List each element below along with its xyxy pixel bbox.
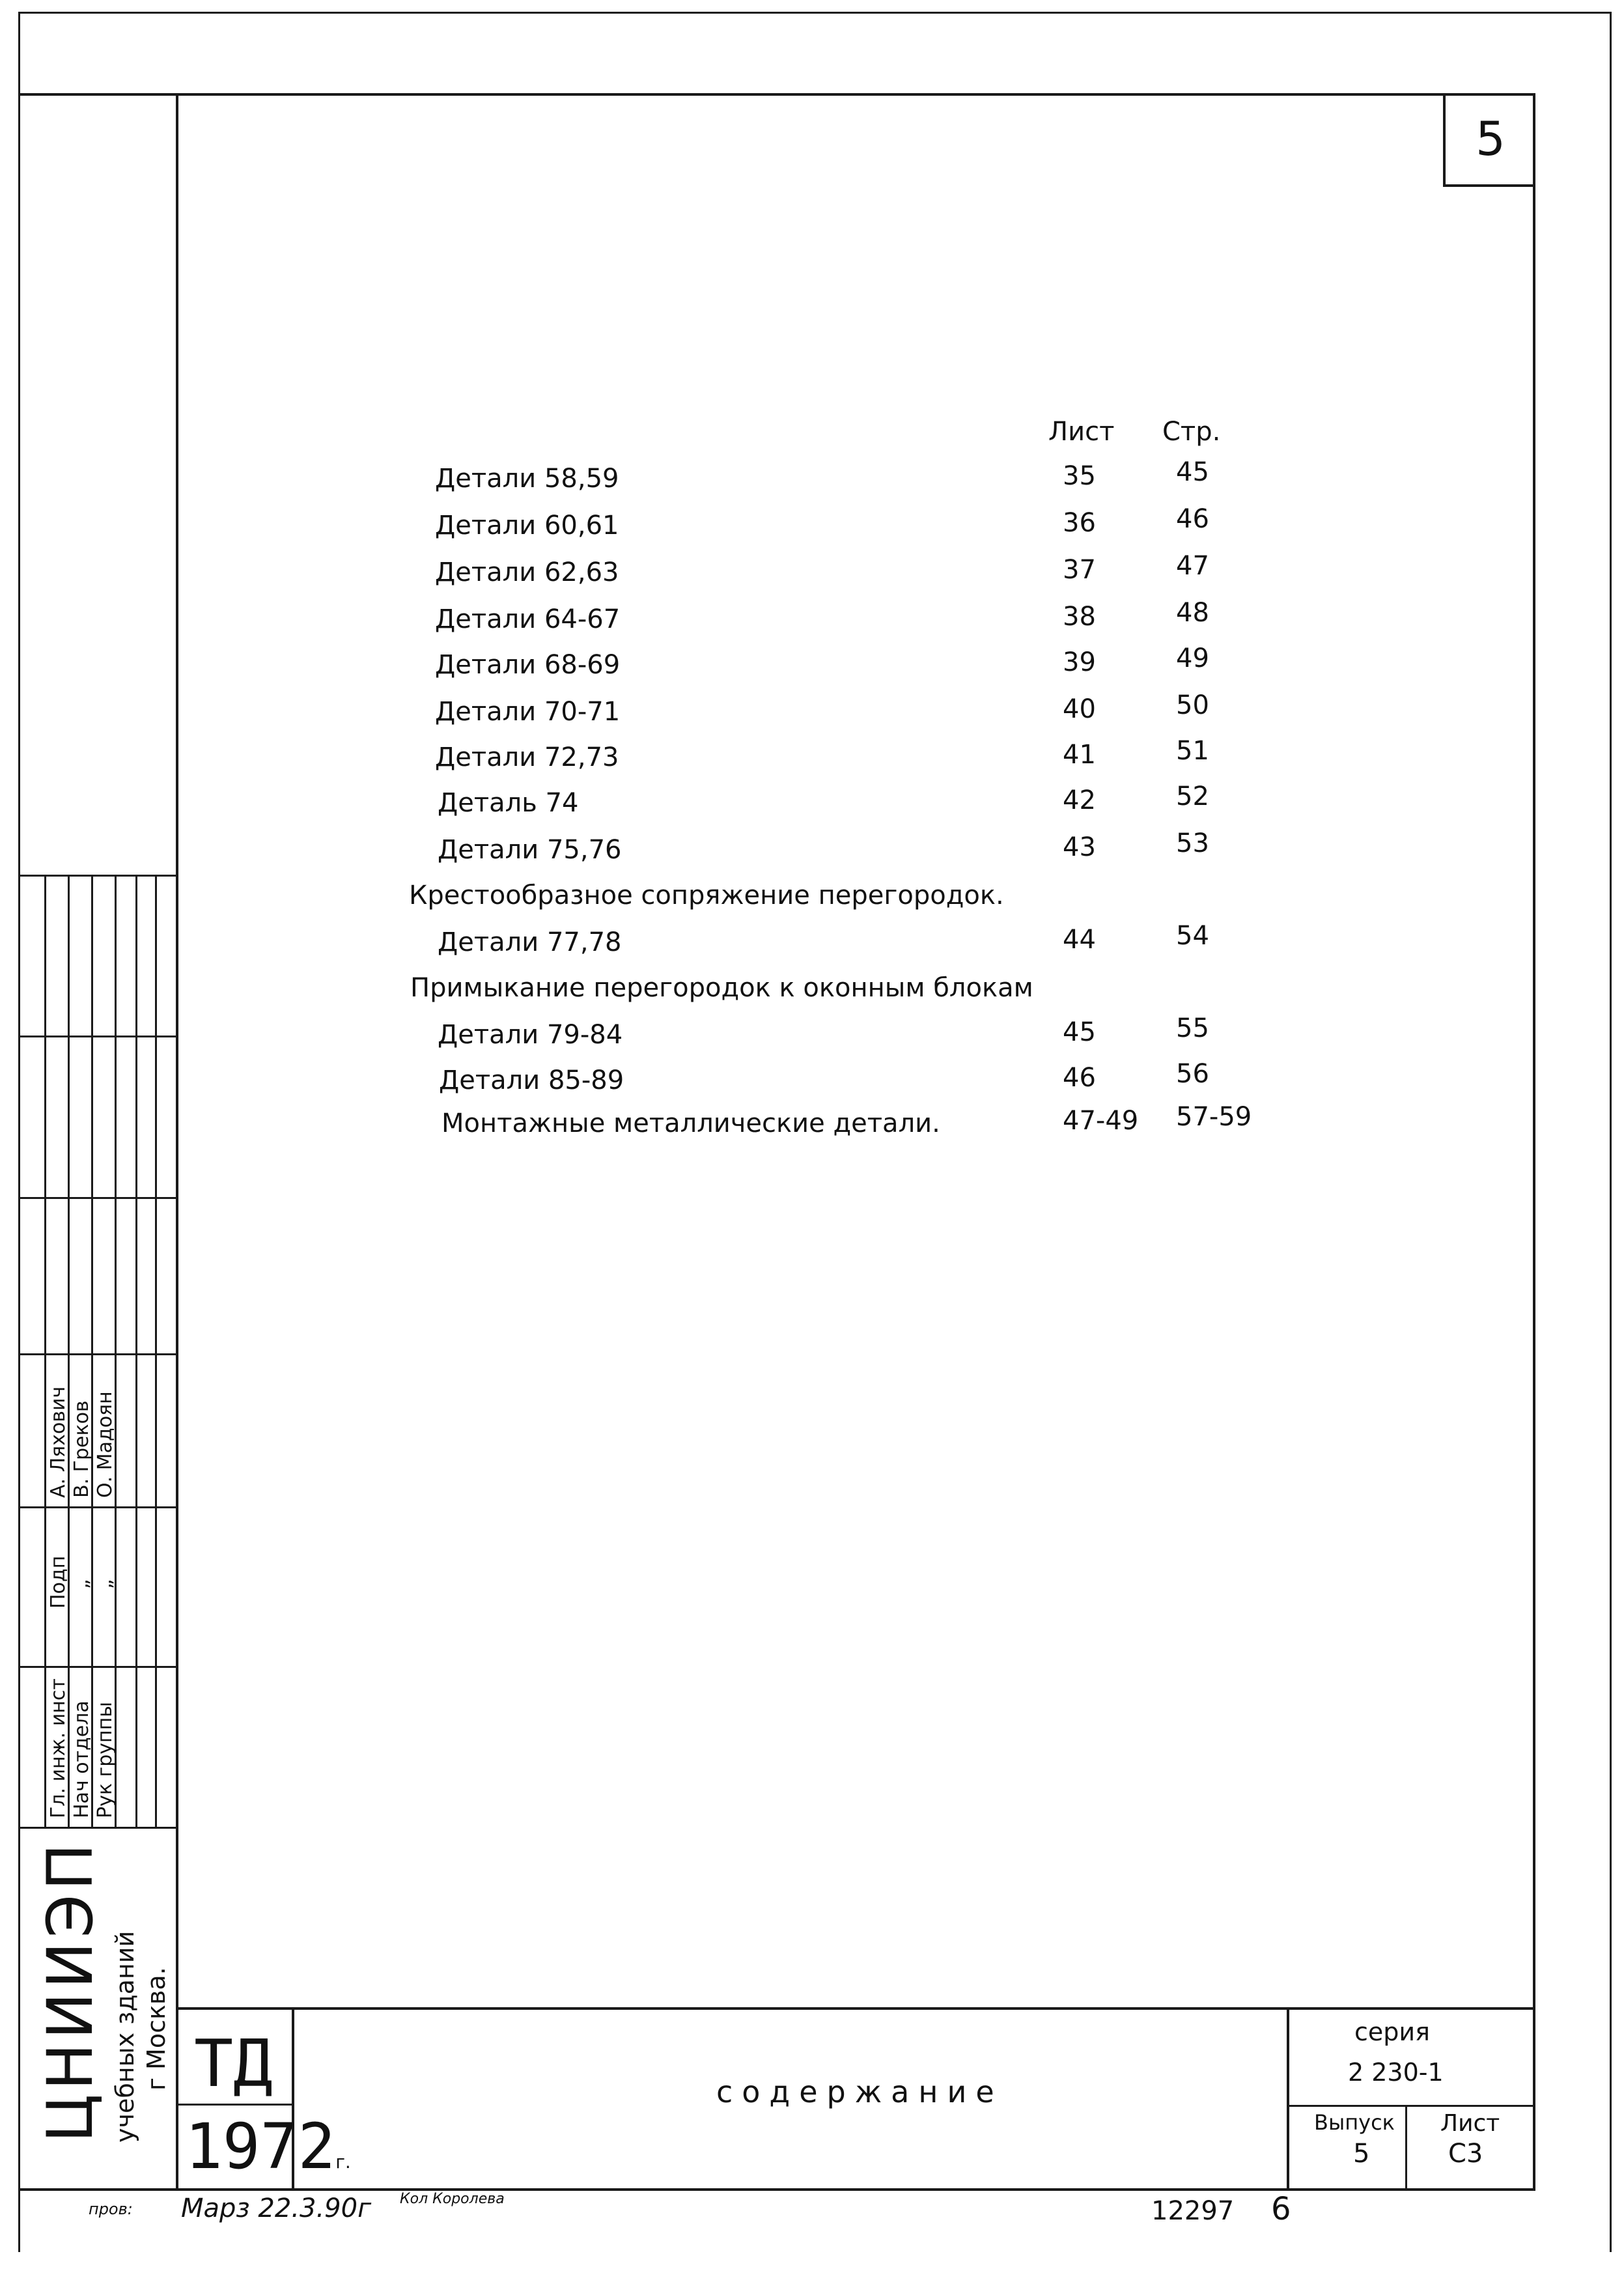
titleblock-top-line — [176, 2007, 1535, 2010]
year: 1972 — [185, 2110, 336, 2183]
contents-row-name: Деталь 74 — [438, 788, 579, 818]
contents-row-name: Детали 68-69 — [435, 650, 621, 680]
contents-row-name: Детали 62,63 — [435, 557, 619, 587]
contents-row-sheet: 35 — [1063, 461, 1096, 491]
stamp-col-line-1 — [44, 875, 46, 1827]
stamp-col-line-4 — [115, 875, 117, 1827]
name-lyakhovich: А. Ляхович — [47, 1386, 70, 1498]
contents-row-page: 54 — [1176, 921, 1209, 951]
check-label: пров: — [89, 2200, 133, 2218]
org-name: ЦНИИЭП — [34, 1839, 107, 2143]
inner-left-border — [176, 93, 178, 2190]
titleblock-series-divider — [1287, 2007, 1289, 2190]
stamp-row-line-4 — [18, 1506, 176, 1508]
stamp-row-line-5 — [18, 1666, 176, 1668]
contents-row-sheet: 45 — [1063, 1017, 1096, 1047]
stamp-col-line-3 — [91, 875, 93, 1827]
contents-row-page: 49 — [1176, 643, 1209, 673]
series-value: 2 230-1 — [1348, 2058, 1444, 2087]
contents-row-name: Детали 58,59 — [435, 464, 619, 494]
stamp-row-line-6 — [18, 1827, 176, 1829]
contents-row-page: 50 — [1176, 690, 1209, 720]
outer-right-border — [1610, 12, 1612, 2252]
contents-row-name: Детали 64-67 — [435, 604, 621, 634]
contents-row-name: Детали 79-84 — [438, 1020, 623, 1050]
contents-row-sheet: 39 — [1063, 647, 1096, 677]
series-label: серия — [1354, 2018, 1430, 2046]
sheet-number: 5 — [1476, 111, 1505, 166]
page-index: 6 — [1271, 2191, 1291, 2227]
contents-row-page: 51 — [1176, 736, 1209, 766]
stamp-col-line-5 — [135, 875, 137, 1827]
contents-row-page: 57-59 — [1176, 1102, 1252, 1132]
contents-row-page: 53 — [1176, 828, 1209, 858]
contents-row-page: 47 — [1176, 551, 1209, 581]
contents-row-page: 55 — [1176, 1013, 1209, 1043]
role-group-lead: Рук группы — [94, 1702, 117, 1818]
contents-row-sheet: 41 — [1063, 740, 1096, 770]
inner-right-border — [1533, 93, 1535, 2190]
sheet-label: Лист — [1440, 2110, 1500, 2137]
role-department-head: Нач отдела — [70, 1700, 93, 1818]
titleblock-mark-year-divider — [176, 2104, 293, 2106]
sign-mark-2: „ — [94, 1579, 117, 1589]
stamp-col-line-6 — [155, 875, 157, 1827]
contents-row-sheet: 40 — [1063, 694, 1096, 724]
contents-row-sheet: 36 — [1063, 508, 1096, 538]
doc-number: 12297 — [1151, 2196, 1235, 2226]
mark-td: ТД — [194, 2025, 273, 2102]
titleblock-issue-divider — [1405, 2105, 1407, 2190]
contents-row-name: Детали 85-89 — [439, 1065, 624, 1095]
titleblock-series-hline — [1287, 2105, 1534, 2107]
contents-row-sheet: 47-49 — [1063, 1106, 1139, 1136]
contents-row-page: 48 — [1176, 598, 1209, 628]
contents-row-page: 46 — [1176, 504, 1209, 534]
issue-value: 5 — [1353, 2139, 1370, 2169]
stamp-top-line — [18, 875, 176, 877]
stamp-row-line-3 — [18, 1353, 176, 1355]
contents-row-name: Монтажные металлические детали. — [441, 1108, 940, 1138]
name-grekov: В. Греков — [70, 1400, 93, 1498]
contents-row-name: Детали 70-71 — [435, 697, 621, 727]
sign-mark-1: „ — [70, 1579, 93, 1589]
org-line2: учебных зданий — [111, 1930, 139, 2143]
contents-row-sheet: 42 — [1063, 785, 1096, 815]
stamp-row-line-1 — [18, 1036, 176, 1037]
check-note: Марз 22.3.90г — [181, 2193, 372, 2223]
outer-left-border — [18, 12, 20, 2252]
issue-label: Выпуск — [1314, 2110, 1395, 2135]
contents-row-sheet: 43 — [1063, 832, 1096, 862]
contents-row-sheet: 44 — [1063, 925, 1096, 955]
col-header-page: Стр. — [1162, 417, 1221, 447]
year-box — [185, 2110, 351, 2183]
contents-row-page: 45 — [1176, 457, 1209, 487]
contents-row-name: Крестообразное сопряжение перегородок. — [409, 881, 1004, 910]
contents-row-sheet: 46 — [1063, 1063, 1096, 1093]
col-header-sheet: Лист — [1048, 417, 1115, 447]
inner-bottom-border — [18, 2188, 1535, 2191]
contents-row-name: Детали 72,73 — [435, 742, 619, 772]
document-title: содержание — [716, 2074, 1003, 2109]
role-chief-engineer: Гл. инж. инст — [47, 1678, 70, 1818]
contents-row-name: Детали 75,76 — [438, 835, 622, 865]
sheet-value: С3 — [1448, 2139, 1483, 2169]
sheet-number-box — [1443, 93, 1535, 187]
sign-header: Подп — [47, 1555, 70, 1609]
contents-row-name: Примыкание перегородок к оконным блокам — [410, 973, 1033, 1003]
outer-top-border — [18, 12, 1611, 14]
contents-row-sheet: 37 — [1063, 555, 1096, 585]
name-madoyan: О. Мадоян — [94, 1391, 117, 1498]
contents-row-name: Детали 77,78 — [438, 927, 622, 957]
contents-row-page: 52 — [1176, 782, 1209, 811]
org-line3: г Москва. — [142, 1967, 171, 2091]
contents-row-sheet: 38 — [1063, 602, 1096, 632]
year-suffix: г. — [335, 2151, 351, 2173]
contents-row-page: 56 — [1176, 1059, 1209, 1089]
contents-row-name: Детали 60,61 — [435, 511, 619, 541]
stamp-row-line-2 — [18, 1197, 176, 1199]
check-name: Кол Королева — [400, 2191, 505, 2207]
inner-top-border — [18, 93, 1535, 96]
